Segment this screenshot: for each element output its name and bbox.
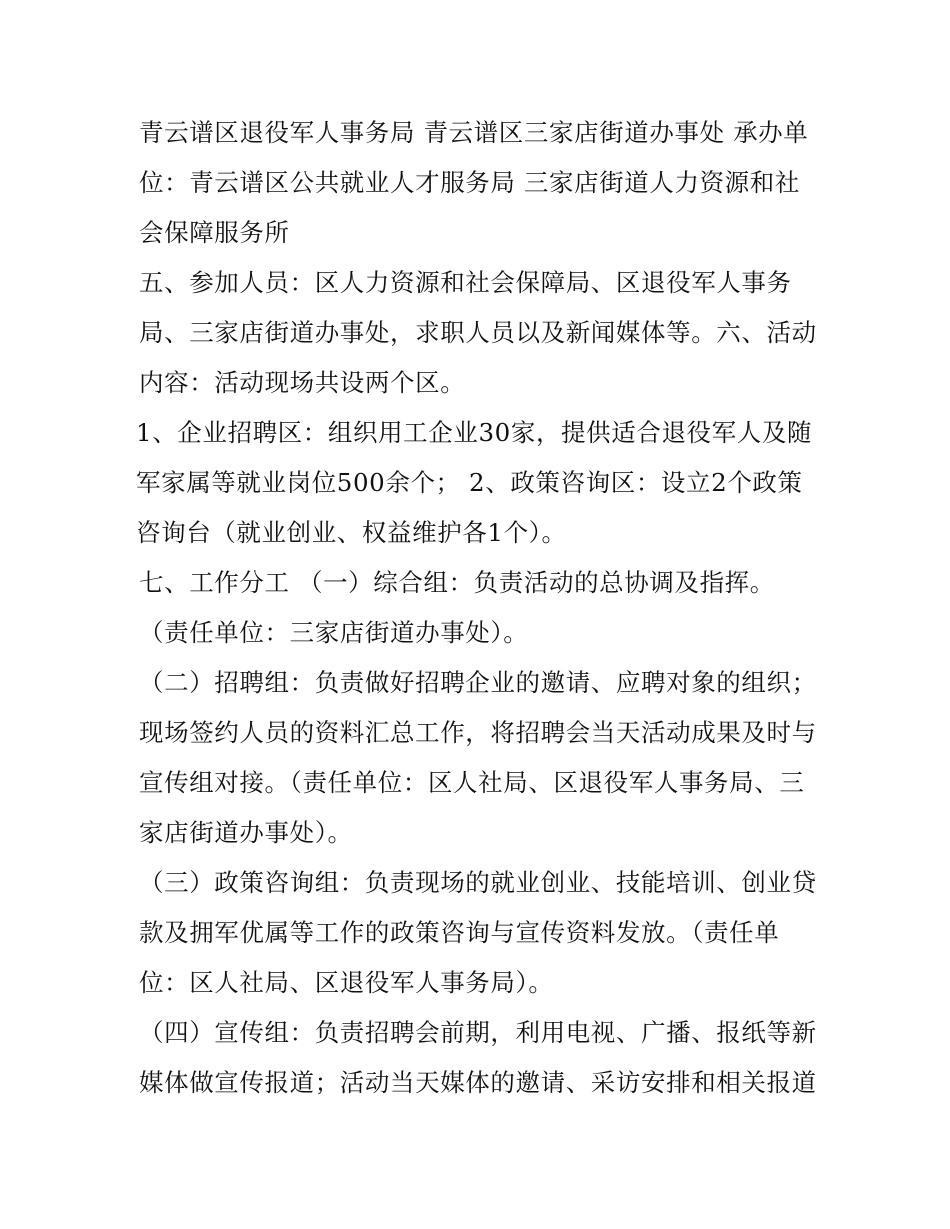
paragraph-policy-group: （三）政策咨询组：负责现场的就业创业、技能培训、创业贷款及拥军优属等工作的政策咨询与宣传资料发放。（责任单位：区人社局、区退役军人事务局）。 — [139, 868, 817, 997]
document-body — [136, 108, 819, 1108]
paragraph-participants: 五、参加人员：区人力资源和社会保障局、区退役军人事务局、三家店街道办事处，求职人员以及新闻媒体等。六、活动内容：活动现场共设两个区。 — [139, 268, 817, 397]
paragraph-responsible-unit: （责任单位：三家店街道办事处）。 — [139, 618, 529, 647]
paragraph-division-of-work: 七、工作分工 （一）综合组：负责活动的总协调及指挥。 — [139, 568, 775, 597]
paragraph-recruitment-group: （二）招聘组：负责做好招聘企业的邀请、应聘对象的组织；现场签约人员的资料汇总工作，将招聘会当天活动成果及时与宣传组对接。（责任单位：区人社局、区退役军人事务局、三家店街道办事处）。 — [139, 668, 817, 847]
paragraph-organizers: 青云谱区退役军人事务局 青云谱区三家店街道办事处 承办单位：青云谱区公共就业人才服务局 三家店街道人力资源和社会保障服务所 — [139, 118, 809, 247]
paragraph-zones: 1、企业招聘区：组织用工企业30家，提供适合退役军人及随军家属等就业岗位500余个； 2、政策咨询区：设立2个政策咨询台（就业创业、权益维护各1个）。 — [136, 418, 813, 547]
paragraph-publicity-group: （四）宣传组：负责招聘会前期，利用电视、广播、报纸等新媒体做宣传报道；活动当天媒体的邀请、采访安排和相关报道 — [139, 1018, 817, 1097]
